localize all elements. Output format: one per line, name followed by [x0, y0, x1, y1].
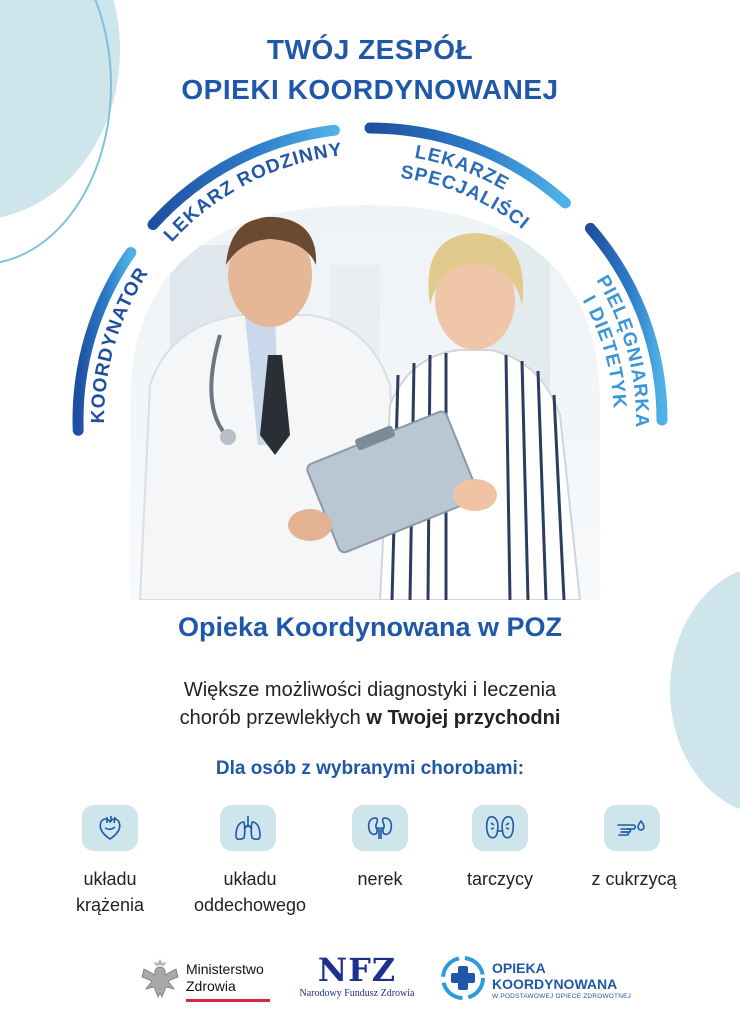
disease-label-3: nerek [357, 869, 403, 889]
page-title-line1: TWÓJ ZESPÓŁ [266, 34, 474, 65]
lead-text-line2 [0, 704, 740, 732]
glucose-test-icon [604, 805, 660, 851]
opieka-koordynowana-logo [440, 955, 640, 1005]
arc-label-lekarz-rodzinny: LEKARZ RODZINNY [159, 139, 344, 247]
arc-label-lekarze: LEKARZE [413, 141, 513, 195]
disease-label-4: tarczycy [466, 869, 533, 889]
program-subtitle: Opieka Koordynowana w POZ [177, 612, 563, 642]
nfz-logo [292, 952, 422, 1006]
arc-label-specjalisci: SPECJALIŚCI [399, 161, 534, 235]
kidneys-icon [352, 805, 408, 851]
arc-label-koordynator: KOORDYNATOR [87, 263, 154, 424]
ministry-name: Ministerstwo Zdrowia [186, 961, 264, 994]
thyroid-icon [472, 805, 528, 851]
diseases-heading: Dla osób z wybranymi chorobami: [215, 758, 525, 779]
disease-label-2: układu oddechowego [193, 869, 307, 915]
lead-text-plain: chorób przewlekłych [179, 707, 367, 729]
ministry-logo-underline [186, 999, 270, 1002]
eagle-emblem-icon [138, 955, 182, 1003]
ok-logo-line3: W PODSTAWOWEJ OPIECE ZDROWOTNEJ [492, 993, 632, 1000]
heart-icon [82, 805, 138, 851]
ministry-of-health-logo [138, 955, 278, 1005]
lead-text-bold: w Twojej przychodni [366, 707, 561, 729]
arc-label-i-dietetyk: I DIETETYK [578, 292, 630, 410]
disease-label-1: układu krążenia [75, 869, 145, 915]
nfz-full-name: Narodowy Fundusz Zdrowia [299, 988, 415, 999]
page-title-line2: OPIEKI KOORDYNOWANEJ [181, 74, 559, 105]
nfz-abbreviation: NFZ [317, 951, 397, 989]
ok-logo-line1: OPIEKA [492, 960, 546, 976]
ok-logo-line2: KOORDYNOWANA [492, 976, 618, 992]
medical-cross-icon [440, 955, 486, 1001]
disease-label-5: z cukrzycą [591, 869, 677, 889]
lead-text-line1: Większe możliwości diagnostyki i leczenia [183, 679, 557, 701]
lungs-icon [220, 805, 276, 851]
arc-label-pielegniarka: PIELĘGNIARKA [591, 271, 653, 429]
